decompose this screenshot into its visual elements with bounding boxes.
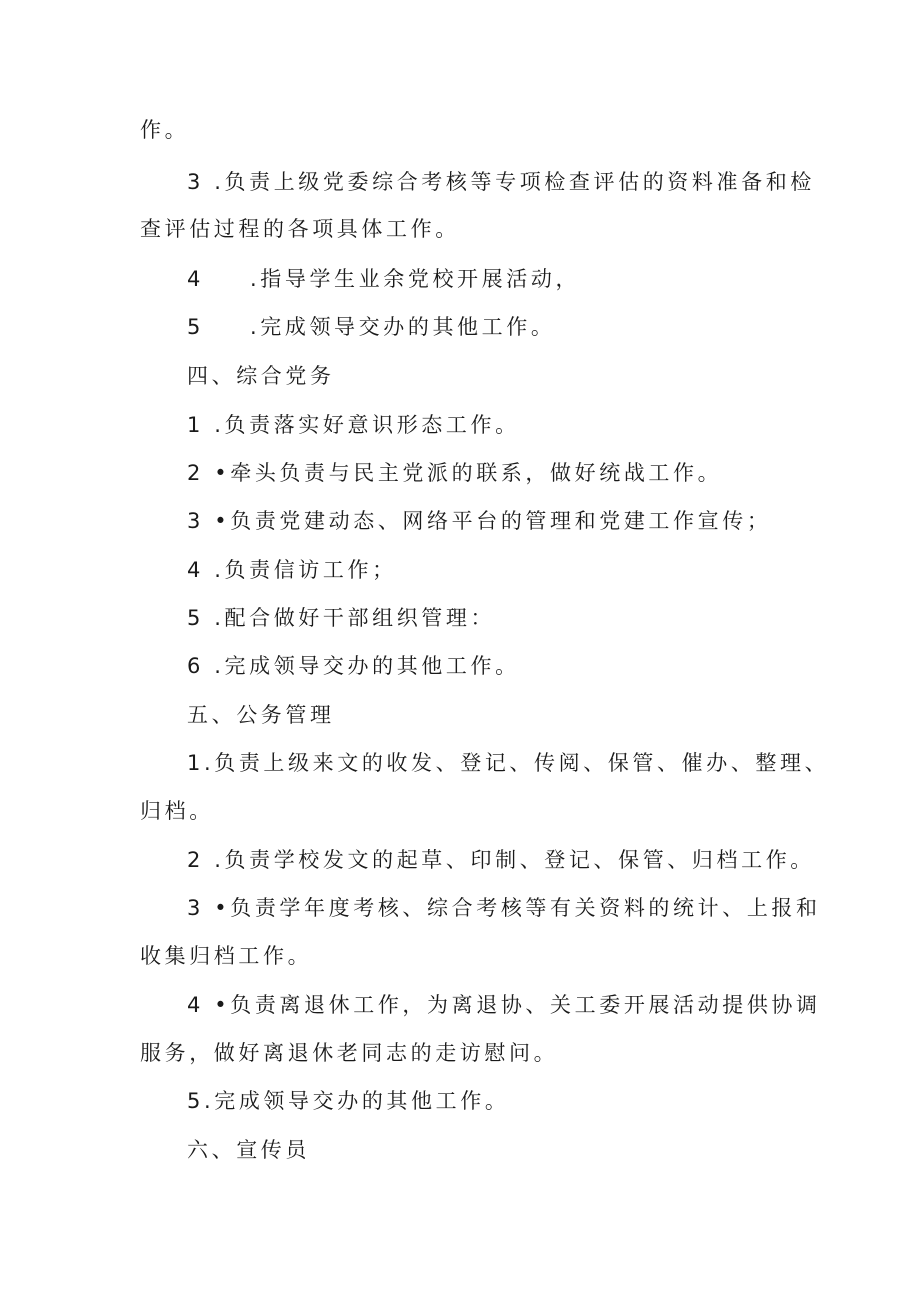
item-text: .完成领导交办的其他工作。 xyxy=(249,315,556,339)
text-line: 4 •负责离退休工作，为离退协、关工委开展活动提供协调 xyxy=(187,993,821,1017)
text-line: 收集归档工作。 xyxy=(140,944,313,968)
text-line: 3 .负责上级党委综合考核等专项检查评估的资料准备和检 xyxy=(187,170,815,194)
section-heading: 六、宣传员 xyxy=(187,1138,310,1162)
item-number: 4 xyxy=(187,267,204,291)
text-line xyxy=(187,313,555,341)
text-line xyxy=(187,265,580,293)
text-line: 归档。 xyxy=(140,799,214,823)
text-line: 3 •负责学年度考核、综合考核等有关资料的统计、上报和 xyxy=(187,896,821,920)
text-line: 服务，做好离退休老同志的走访慰问。 xyxy=(140,1041,559,1065)
text-line: 查评估过程的各项具体工作。 xyxy=(140,217,460,241)
item-text: .指导学生业余党校开展活动， xyxy=(249,267,581,291)
text-line: 1.负责上级来文的收发、登记、传阅、保管、催办、整理、 xyxy=(187,751,830,775)
text-line: 4 .负责信访工作； xyxy=(187,558,397,582)
text-line: 2 .负责学校发文的起草、印制、登记、保管、归档工作。 xyxy=(187,848,815,872)
text-line: 1 .负责落实好意识形态工作。 xyxy=(187,413,520,437)
text-line: 5 .配合做好干部组织管理： xyxy=(187,606,496,630)
text-line: 6 .完成领导交办的其他工作。 xyxy=(187,654,520,678)
text-line: 作。 xyxy=(140,118,190,142)
text-line: 2 •牵头负责与民主党派的联系，做好统战工作。 xyxy=(187,461,723,485)
text-line: 5.完成领导交办的其他工作。 xyxy=(187,1089,510,1113)
item-number: 5 xyxy=(187,315,204,339)
section-heading: 四、综合党务 xyxy=(187,364,335,388)
section-heading: 五、公务管理 xyxy=(187,703,335,727)
text-line: 3 •负责党建动态、网络平台的管理和党建工作宣传； xyxy=(187,509,772,533)
